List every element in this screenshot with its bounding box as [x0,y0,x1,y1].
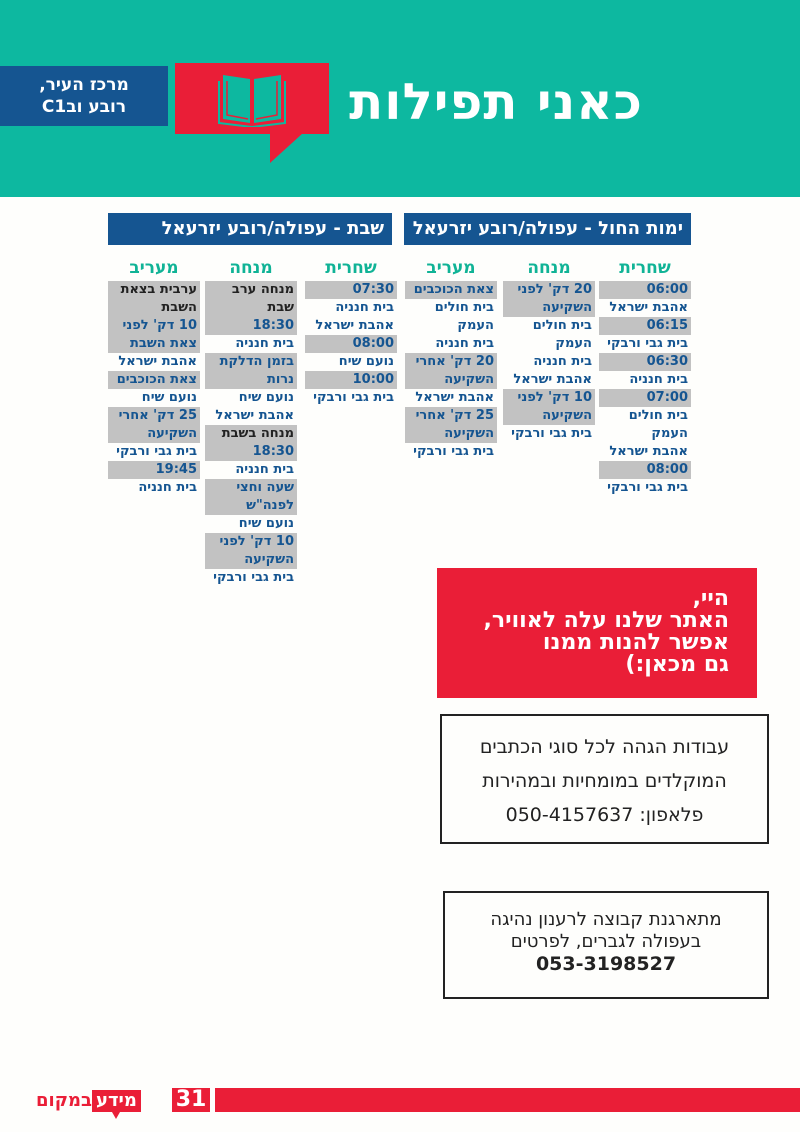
promo-line: גם מכאן:) [625,652,729,677]
schedule-cell: בית גבי ורבקי [213,570,294,585]
ad-phone: פלאפון: 050-4157637 [505,804,704,826]
promo-line: אפשר להנות ממנו [542,630,729,655]
schedule-cell: השקיעה [108,425,200,443]
schedule-cell: שבת [205,299,297,317]
schedule-cell: 08:00 [599,461,691,479]
column-title: מנחה [527,258,571,278]
schedule-cell: מנחה בשבת [205,425,297,443]
logo-boxed-word: מידע [92,1090,141,1112]
schedule-cell: 25 דק' אחרי [405,407,497,425]
schedule-cell: בית חנניה [335,300,394,315]
schedule-cell: נועם שיח [238,516,294,531]
schedule-cell: 07:00 [599,389,691,407]
proofreading-ad [440,714,769,844]
schedule-cell: העמק [555,336,592,351]
page-number: 31 [172,1088,210,1112]
schedule-cell: שעה וחצי [205,479,297,497]
page-title: כאני תפילות [349,73,643,131]
column-title: מעריב [426,258,476,278]
schedule-cell: אהבת ישראל [609,444,688,459]
schedule-cell: השבת [108,299,200,317]
schedule-cell: אהבת ישראל [609,300,688,315]
schedule-cell: 10 דק' לפני [503,389,595,407]
schedule-cell: 10 דק' לפני [108,317,200,335]
schedule-cell: אהבת ישראל [215,408,294,423]
ad-line: המוקלדים במומחיות ובמהירות [482,770,727,792]
ad-phone: 053-3198527 [535,953,677,975]
schedule-cell: לפנה"ש [205,497,297,515]
schedule-cell: בית גבי ורבקי [413,444,494,459]
ad-line: עבודות הגהה לכל סוגי הכתבים [479,736,730,758]
footer-bar [215,1088,800,1112]
weekday-heading: ימות החול - עפולה/רובע יזרעאל [404,213,691,245]
schedule-cell: בית גבי ורבקי [313,390,394,405]
schedule-cell: בית חנניה [435,336,494,351]
speech-bubble [175,63,329,134]
shabbat-shacharit-column [305,257,397,407]
schedule-cell: 18:30 [205,317,297,335]
website-promo-box [437,568,757,698]
schedule-cell: בזמן הדלקת [205,353,297,371]
schedule-cell: השקיעה [503,299,595,317]
schedule-cell: בית חולים [434,300,494,315]
header-subtitle [0,66,168,126]
schedule-cell: 18:30 [205,443,297,461]
shabbat-maariv-column [108,257,200,497]
weekday-mincha-column [503,257,595,443]
promo-line: היי, [692,586,729,611]
column-title: מנחה [229,258,273,278]
schedule-cell: בית חנניה [235,462,294,477]
schedule-cell: צאת השבת [108,335,200,353]
weekday-maariv-column [405,257,497,461]
schedule-cell: בית גבי ורבקי [511,426,592,441]
schedule-cell: העמק [457,318,494,333]
shabbat-heading: שבת - עפולה/רובע יזרעאל [108,213,392,245]
subtitle-line-2: רובע ובC1 [41,97,127,117]
shabbat-mincha-column [205,257,297,587]
header-banner [0,0,800,197]
schedule-cell: נועם שיח [141,390,197,405]
schedule-cell: בית חולים [628,408,688,423]
ad-line: בעפולה לגברים, לפרטים [510,931,702,952]
schedule-cell: השקיעה [405,371,497,389]
ad-line: מתארגנת קבוצה לרענון נהיגה [490,909,722,930]
schedule-cell: אהבת ישראל [415,390,494,405]
schedule-cell: אהבת ישראל [118,354,197,369]
schedule-cell: השקיעה [205,551,297,569]
schedule-cell: 19:45 [108,461,200,479]
schedule-cell: נועם שיח [338,354,394,369]
schedule-cell: ערבית בצאת [108,281,200,299]
schedule-cell: צאת הכוכבים [108,371,200,389]
schedule-cell: בית חולים [532,318,592,333]
driving-group-ad [443,891,769,999]
schedule-cell: 08:00 [305,335,397,353]
schedule-cell: 10 דק' לפני [205,533,297,551]
column-title: שחרית [325,258,377,278]
schedule-cell: 20 דק' אחרי [405,353,497,371]
schedule-cell: 06:00 [599,281,691,299]
schedule-cell: אהבת ישראל [513,372,592,387]
schedule-cell: נרות [205,371,297,389]
schedule-cell: בית גבי ורבקי [607,336,688,351]
logo-plain-word: במקום [36,1090,92,1111]
schedule-cell: אהבת ישראל [315,318,394,333]
schedule-cell: בית גבי ורבקי [607,480,688,495]
schedule-cell: בית חנניה [138,480,197,495]
schedule-cell: בית חנניה [235,336,294,351]
schedule-cell: השקיעה [503,407,595,425]
schedule-cell: בית חנניה [533,354,592,369]
schedule-cell: בית חנניה [629,372,688,387]
schedule-cell: 06:30 [599,353,691,371]
schedule-cell: בית גבי ורבקי [116,444,197,459]
schedule-cell: 20 דק' לפני [503,281,595,299]
schedule-cell: נועם שיח [238,390,294,405]
schedule-cell: מנחה ערב [205,281,297,299]
schedule-cell: השקיעה [405,425,497,443]
schedule-cell: 06:15 [599,317,691,335]
schedule-cell: 07:30 [305,281,397,299]
schedule-cell: 25 דק' אחרי [108,407,200,425]
publication-logo [30,1089,141,1113]
subtitle-line-1: מרכז העיר, [39,75,129,95]
speech-bubble-tail [270,133,303,163]
schedule-cell: צאת הכוכבים [405,281,497,299]
promo-line: האתר שלנו עלה לאוויר, [483,608,729,633]
column-title: מעריב [129,258,179,278]
column-title: שחרית [619,258,671,278]
schedule-cell: 10:00 [305,371,397,389]
schedule-cell: העמק [651,426,688,441]
weekday-shacharit-column [599,257,691,497]
